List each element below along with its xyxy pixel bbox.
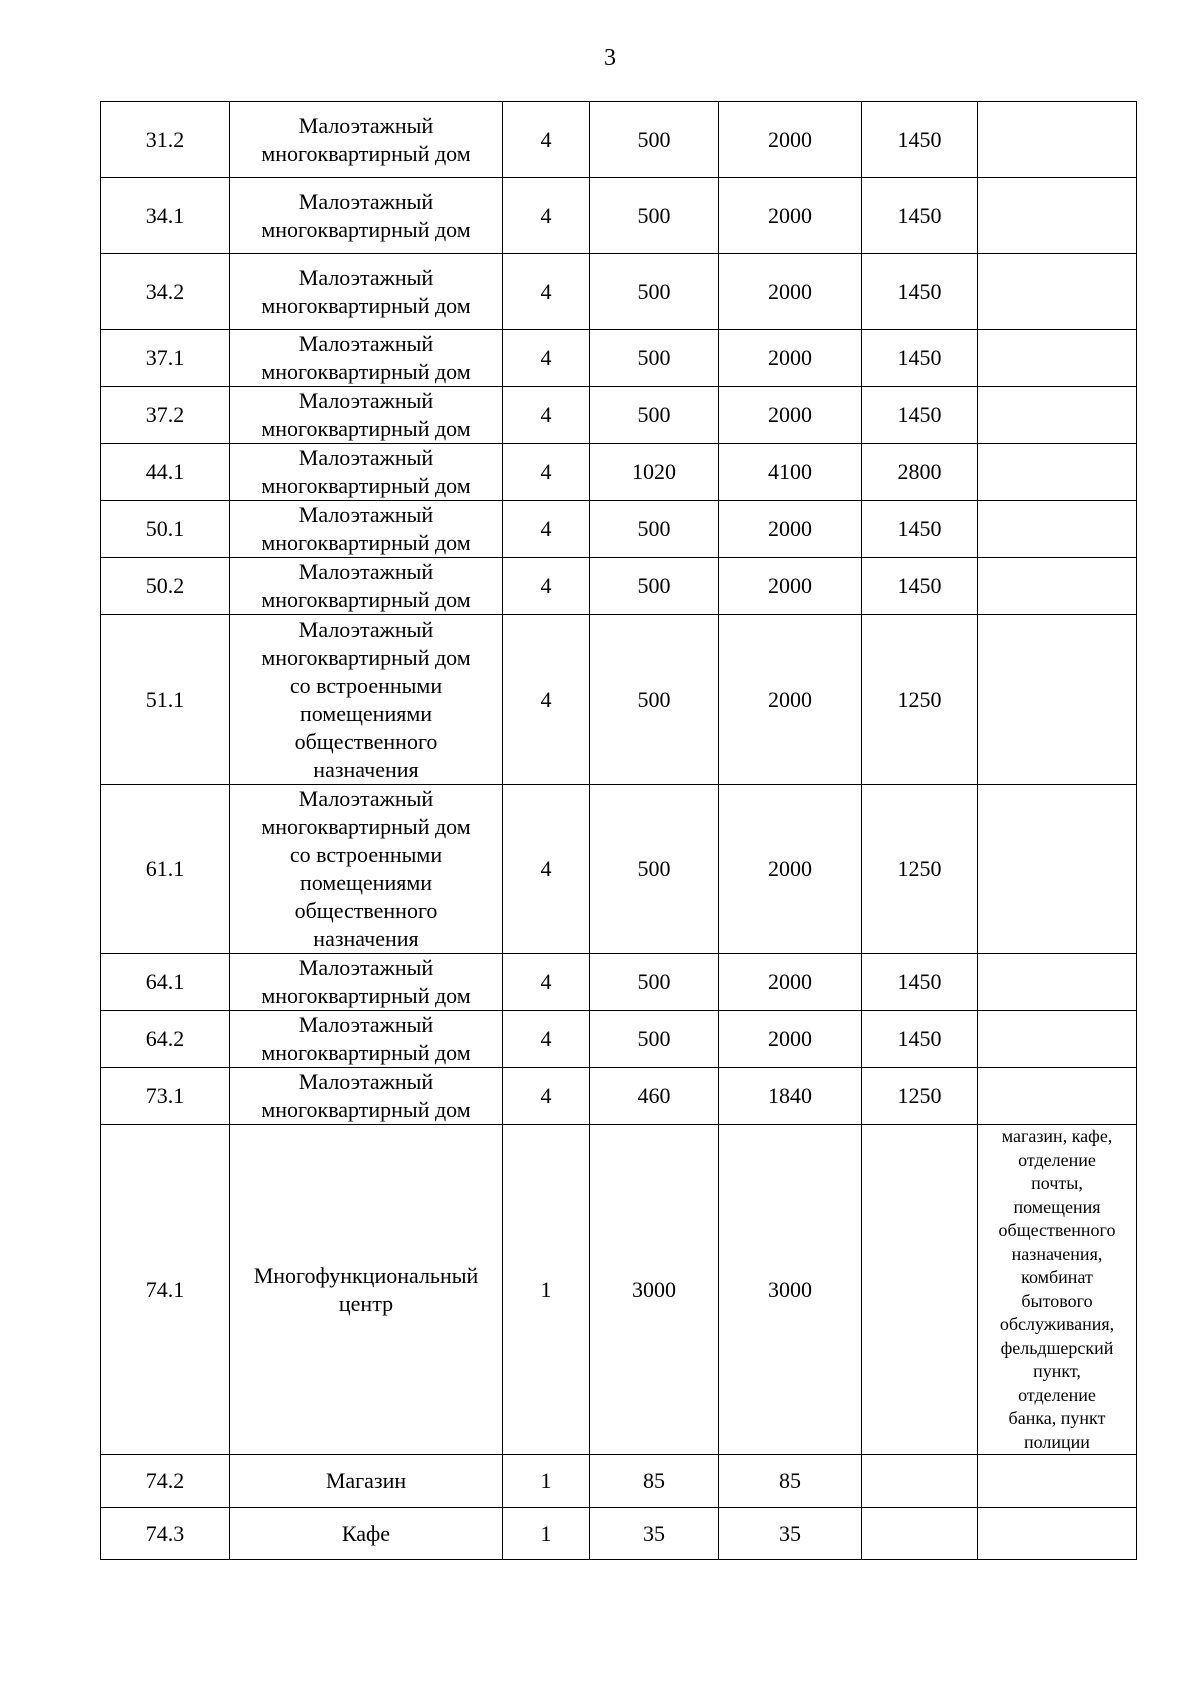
row-id: 61.1 — [101, 785, 230, 954]
row-id: 74.3 — [101, 1508, 230, 1560]
row-col5: 2000 — [719, 1011, 862, 1068]
row-col4: 500 — [590, 102, 719, 178]
table-row — [101, 615, 1137, 785]
row-notes — [978, 501, 1137, 558]
table-row — [101, 1068, 1137, 1125]
row-notes — [978, 178, 1137, 254]
table-row — [101, 1455, 1137, 1508]
row-col4: 500 — [590, 254, 719, 330]
row-col3: 4 — [503, 1011, 590, 1068]
row-col5: 35 — [719, 1508, 862, 1560]
row-col3: 1 — [503, 1455, 590, 1508]
row-id: 74.2 — [101, 1455, 230, 1508]
row-col4: 500 — [590, 954, 719, 1011]
row-col5: 1840 — [719, 1068, 862, 1125]
row-col5: 4100 — [719, 444, 862, 501]
row-col6: 2800 — [862, 444, 978, 501]
row-col3: 4 — [503, 501, 590, 558]
table-row — [101, 954, 1137, 1011]
row-notes — [978, 615, 1137, 785]
table-row — [101, 178, 1137, 254]
row-name: Малоэтажный многоквартирный дом — [230, 954, 503, 1011]
row-name: Малоэтажный многоквартирный дом — [230, 558, 503, 615]
row-id: 50.1 — [101, 501, 230, 558]
row-col3: 4 — [503, 330, 590, 387]
row-notes — [978, 1455, 1137, 1508]
table-row — [101, 387, 1137, 444]
row-col6: 1450 — [862, 501, 978, 558]
row-col5: 2000 — [719, 178, 862, 254]
row-col6: 1450 — [862, 387, 978, 444]
row-id: 74.1 — [101, 1125, 230, 1455]
row-col5: 2000 — [719, 558, 862, 615]
row-col3: 4 — [503, 558, 590, 615]
row-col6: 1250 — [862, 1068, 978, 1125]
table-row — [101, 558, 1137, 615]
table-row — [101, 444, 1137, 501]
row-notes — [978, 1508, 1137, 1560]
row-col6: 1450 — [862, 254, 978, 330]
row-col3: 1 — [503, 1508, 590, 1560]
row-col5: 3000 — [719, 1125, 862, 1455]
row-id: 34.2 — [101, 254, 230, 330]
row-notes — [978, 254, 1137, 330]
row-col3: 4 — [503, 254, 590, 330]
row-id: 34.1 — [101, 178, 230, 254]
row-name: Многофункциональный центр — [230, 1125, 503, 1455]
row-col5: 2000 — [719, 954, 862, 1011]
row-id: 64.2 — [101, 1011, 230, 1068]
row-col6 — [862, 1455, 978, 1508]
data-table — [100, 101, 1137, 1560]
row-col6: 1450 — [862, 178, 978, 254]
row-name: Магазин — [230, 1455, 503, 1508]
row-notes — [978, 558, 1137, 615]
row-col5: 2000 — [719, 501, 862, 558]
row-col4: 500 — [590, 785, 719, 954]
row-col5: 2000 — [719, 330, 862, 387]
row-col4: 500 — [590, 501, 719, 558]
row-id: 37.1 — [101, 330, 230, 387]
table-row — [101, 1011, 1137, 1068]
row-col6 — [862, 1125, 978, 1455]
row-col6: 1250 — [862, 615, 978, 785]
row-col4: 500 — [590, 615, 719, 785]
row-name: Малоэтажный многоквартирный дом со встроенными помещениями общественного назначения — [230, 785, 503, 954]
row-name: Малоэтажный многоквартирный дом — [230, 1011, 503, 1068]
row-name: Малоэтажный многоквартирный дом — [230, 444, 503, 501]
row-col4: 500 — [590, 330, 719, 387]
row-id: 37.2 — [101, 387, 230, 444]
table-row — [101, 102, 1137, 178]
row-col3: 4 — [503, 615, 590, 785]
row-col5: 2000 — [719, 615, 862, 785]
row-id: 44.1 — [101, 444, 230, 501]
row-col4: 500 — [590, 178, 719, 254]
row-name: Малоэтажный многоквартирный дом — [230, 102, 503, 178]
table-row — [101, 785, 1137, 954]
row-col5: 2000 — [719, 387, 862, 444]
row-col6: 1450 — [862, 954, 978, 1011]
row-id: 50.2 — [101, 558, 230, 615]
row-notes — [978, 1011, 1137, 1068]
row-col3: 4 — [503, 178, 590, 254]
row-col4: 500 — [590, 558, 719, 615]
row-name: Малоэтажный многоквартирный дом — [230, 387, 503, 444]
row-col4: 85 — [590, 1455, 719, 1508]
row-notes — [978, 1068, 1137, 1125]
row-notes — [978, 330, 1137, 387]
row-notes — [978, 387, 1137, 444]
row-notes — [978, 102, 1137, 178]
row-notes — [978, 785, 1137, 954]
row-col3: 1 — [503, 1125, 590, 1455]
row-id: 31.2 — [101, 102, 230, 178]
row-notes: магазин, кафе, отделение почты, помещения общественного назначения, комбинат бытового обслуживания, фельдшерский пункт, отделение банка, пункт полиции — [978, 1125, 1137, 1455]
row-col4: 35 — [590, 1508, 719, 1560]
row-col3: 4 — [503, 954, 590, 1011]
row-col5: 2000 — [719, 785, 862, 954]
row-col3: 4 — [503, 102, 590, 178]
row-name: Малоэтажный многоквартирный дом — [230, 330, 503, 387]
row-col6: 1450 — [862, 1011, 978, 1068]
row-col4: 1020 — [590, 444, 719, 501]
row-col5: 2000 — [719, 254, 862, 330]
row-col3: 4 — [503, 785, 590, 954]
row-notes — [978, 444, 1137, 501]
row-col4: 500 — [590, 1011, 719, 1068]
row-col6 — [862, 1508, 978, 1560]
row-name: Малоэтажный многоквартирный дом — [230, 1068, 503, 1125]
row-col4: 500 — [590, 387, 719, 444]
row-name: Малоэтажный многоквартирный дом со встроенными помещениями общественного назначения — [230, 615, 503, 785]
row-id: 51.1 — [101, 615, 230, 785]
row-col3: 4 — [503, 444, 590, 501]
table-row — [101, 1125, 1137, 1455]
row-id: 64.1 — [101, 954, 230, 1011]
row-col4: 3000 — [590, 1125, 719, 1455]
row-notes — [978, 954, 1137, 1011]
table-row — [101, 254, 1137, 330]
row-col4: 460 — [590, 1068, 719, 1125]
row-name: Малоэтажный многоквартирный дом — [230, 178, 503, 254]
row-col6: 1450 — [862, 102, 978, 178]
table-row — [101, 501, 1137, 558]
row-col5: 2000 — [719, 102, 862, 178]
row-name: Малоэтажный многоквартирный дом — [230, 501, 503, 558]
row-col6: 1250 — [862, 785, 978, 954]
page-number: 3 — [604, 45, 616, 71]
table-row — [101, 1508, 1137, 1560]
row-col5: 85 — [719, 1455, 862, 1508]
row-id: 73.1 — [101, 1068, 230, 1125]
row-col6: 1450 — [862, 558, 978, 615]
row-col3: 4 — [503, 387, 590, 444]
table-row — [101, 330, 1137, 387]
row-col6: 1450 — [862, 330, 978, 387]
row-name: Малоэтажный многоквартирный дом — [230, 254, 503, 330]
row-col3: 4 — [503, 1068, 590, 1125]
row-name: Кафе — [230, 1508, 503, 1560]
